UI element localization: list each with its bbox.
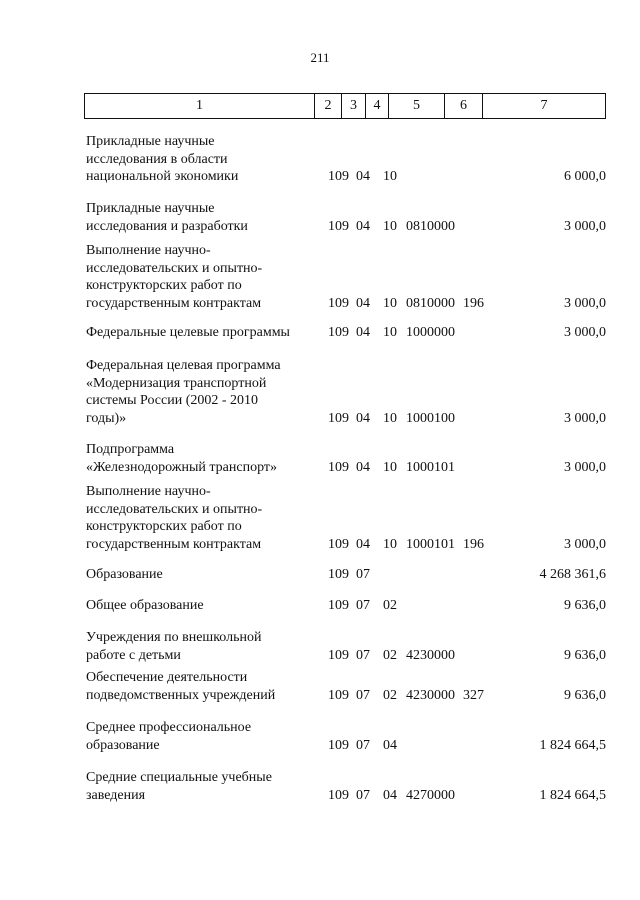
code-rz: 04	[356, 459, 370, 475]
code-vr: 196	[463, 295, 484, 311]
code-ved: 109	[328, 218, 349, 234]
row-amount: 3 000,0	[564, 459, 606, 475]
code-rz: 07	[356, 567, 370, 582]
row-name	[86, 669, 318, 704]
row-name	[86, 566, 318, 584]
code-rz: 04	[356, 325, 370, 340]
header-col-5: 5	[388, 94, 444, 118]
row-name-line: исследования и разработки	[86, 218, 248, 234]
row-amount: 3 000,0	[564, 325, 606, 340]
code-rz: 07	[356, 598, 370, 613]
code-csr: 0810000	[406, 295, 455, 311]
table-row	[0, 629, 640, 664]
row-name	[86, 769, 318, 804]
code-ved: 109	[328, 169, 349, 184]
code-pr: 02	[383, 647, 397, 663]
row-name-line: «Железнодорожный транспорт»	[86, 459, 278, 475]
code-rz: 04	[356, 218, 370, 234]
row-name-line: подведомственных учреждений	[86, 687, 276, 703]
code-pr: 04	[383, 787, 397, 803]
table-header	[84, 93, 606, 119]
row-name-line: государственным контрактам	[86, 295, 262, 311]
table-row	[0, 483, 640, 553]
code-ved: 109	[328, 536, 349, 552]
row-amount: 4 268 361,6	[539, 567, 606, 582]
code-pr: 10	[383, 295, 397, 311]
row-name-line: исследования в области	[86, 151, 228, 167]
row-name-line: заведения	[86, 787, 146, 803]
header-col-1: 1	[196, 98, 203, 113]
row-name	[86, 200, 318, 235]
table-row	[0, 242, 640, 312]
code-pr: 10	[383, 410, 397, 426]
code-csr: 0810000	[406, 218, 455, 234]
code-pr: 10	[383, 459, 397, 475]
code-rz: 04	[356, 410, 370, 426]
code-rz: 04	[356, 536, 370, 552]
code-ved: 109	[328, 295, 349, 311]
row-name	[86, 441, 318, 476]
code-csr: 4230000	[406, 687, 455, 703]
row-name-line: Средние специальные учебные	[86, 770, 272, 785]
table-row	[0, 719, 640, 754]
row-name	[86, 242, 318, 312]
row-name-line: Выполнение научно-	[86, 484, 211, 499]
code-pr: 10	[383, 218, 397, 234]
row-amount: 9 636,0	[564, 687, 606, 703]
code-ved: 109	[328, 567, 349, 582]
table-row	[0, 669, 640, 704]
row-amount: 3 000,0	[564, 295, 606, 311]
row-name-line: Общее образование	[86, 598, 204, 613]
row-name	[86, 597, 318, 615]
code-csr: 1000000	[406, 325, 455, 340]
code-ved: 109	[328, 787, 349, 803]
code-rz: 04	[356, 169, 370, 184]
row-amount: 3 000,0	[564, 536, 606, 552]
row-name-line: системы России (2002 - 2010	[86, 393, 259, 408]
code-pr: 04	[383, 737, 397, 753]
row-name-line: конструкторских работ по	[86, 519, 242, 534]
code-csr: 4230000	[406, 647, 455, 663]
table-row	[0, 133, 640, 186]
page-number: 211	[310, 50, 330, 65]
row-amount: 9 636,0	[564, 598, 606, 613]
code-rz: 07	[356, 787, 370, 803]
code-csr: 1000101	[406, 536, 455, 552]
header-col-4: 4	[365, 94, 388, 118]
code-rz: 07	[356, 647, 370, 663]
row-name-line: государственным контрактам	[86, 536, 262, 552]
code-vr: 327	[463, 687, 484, 703]
table-row	[0, 200, 640, 235]
row-name	[86, 324, 318, 342]
table-row	[0, 324, 640, 342]
row-amount: 1 824 664,5	[539, 737, 606, 753]
code-ved: 109	[328, 598, 349, 613]
row-name-line: Среднее профессиональное	[86, 720, 252, 735]
row-name-line: Прикладные научные	[86, 201, 215, 216]
row-name-line: работе с детьми	[86, 647, 181, 663]
table-row	[0, 357, 640, 427]
row-name-line: Выполнение научно-	[86, 243, 211, 258]
table-row	[0, 441, 640, 476]
code-pr: 10	[383, 169, 397, 184]
header-col-7: 7	[482, 94, 605, 118]
row-name-line: исследовательских и опытно-	[86, 501, 263, 517]
row-amount: 3 000,0	[564, 218, 606, 234]
row-name-line: Федеральные целевые программы	[86, 325, 290, 340]
row-name	[86, 357, 318, 427]
code-pr: 02	[383, 687, 397, 703]
table-row	[0, 769, 640, 804]
row-amount: 6 000,0	[564, 169, 606, 184]
row-amount: 9 636,0	[564, 647, 606, 663]
row-name	[86, 133, 318, 186]
row-name	[86, 719, 318, 754]
row-name-line: исследовательских и опытно-	[86, 260, 263, 276]
code-rz: 04	[356, 295, 370, 311]
code-csr: 4270000	[406, 787, 455, 803]
code-csr: 1000101	[406, 459, 455, 475]
table-row	[0, 566, 640, 584]
row-amount: 3 000,0	[564, 410, 606, 426]
code-rz: 07	[356, 687, 370, 703]
header-col-2: 2	[314, 94, 341, 118]
header-col-6: 6	[444, 94, 482, 118]
row-name-line: национальной экономики	[86, 169, 239, 184]
row-name	[86, 629, 318, 664]
code-ved: 109	[328, 737, 349, 753]
code-csr: 1000100	[406, 410, 455, 426]
row-name-line: Прикладные научные	[86, 134, 215, 149]
code-pr: 10	[383, 325, 397, 340]
row-name-line: Учреждения по внешкольной	[86, 630, 262, 645]
code-ved: 109	[328, 459, 349, 475]
row-name-line: конструкторских работ по	[86, 278, 242, 293]
code-ved: 109	[328, 687, 349, 703]
code-ved: 109	[328, 410, 349, 426]
row-name-line: Обеспечение деятельности	[86, 670, 248, 685]
code-ved: 109	[328, 325, 349, 340]
header-col-3: 3	[341, 94, 365, 118]
row-name-line: образование	[86, 737, 160, 753]
code-pr: 10	[383, 536, 397, 552]
code-rz: 07	[356, 737, 370, 753]
code-ved: 109	[328, 647, 349, 663]
row-name-line: «Модернизация транспортной	[86, 375, 267, 391]
code-pr: 02	[383, 598, 397, 613]
row-name-line: Федеральная целевая программа	[86, 358, 281, 373]
row-name-line: годы)»	[86, 410, 127, 426]
row-amount: 1 824 664,5	[539, 787, 606, 803]
row-name-line: Подпрограмма	[86, 442, 175, 457]
row-name-line: Образование	[86, 567, 163, 582]
table-row	[0, 597, 640, 615]
code-vr: 196	[463, 536, 484, 552]
row-name	[86, 483, 318, 553]
